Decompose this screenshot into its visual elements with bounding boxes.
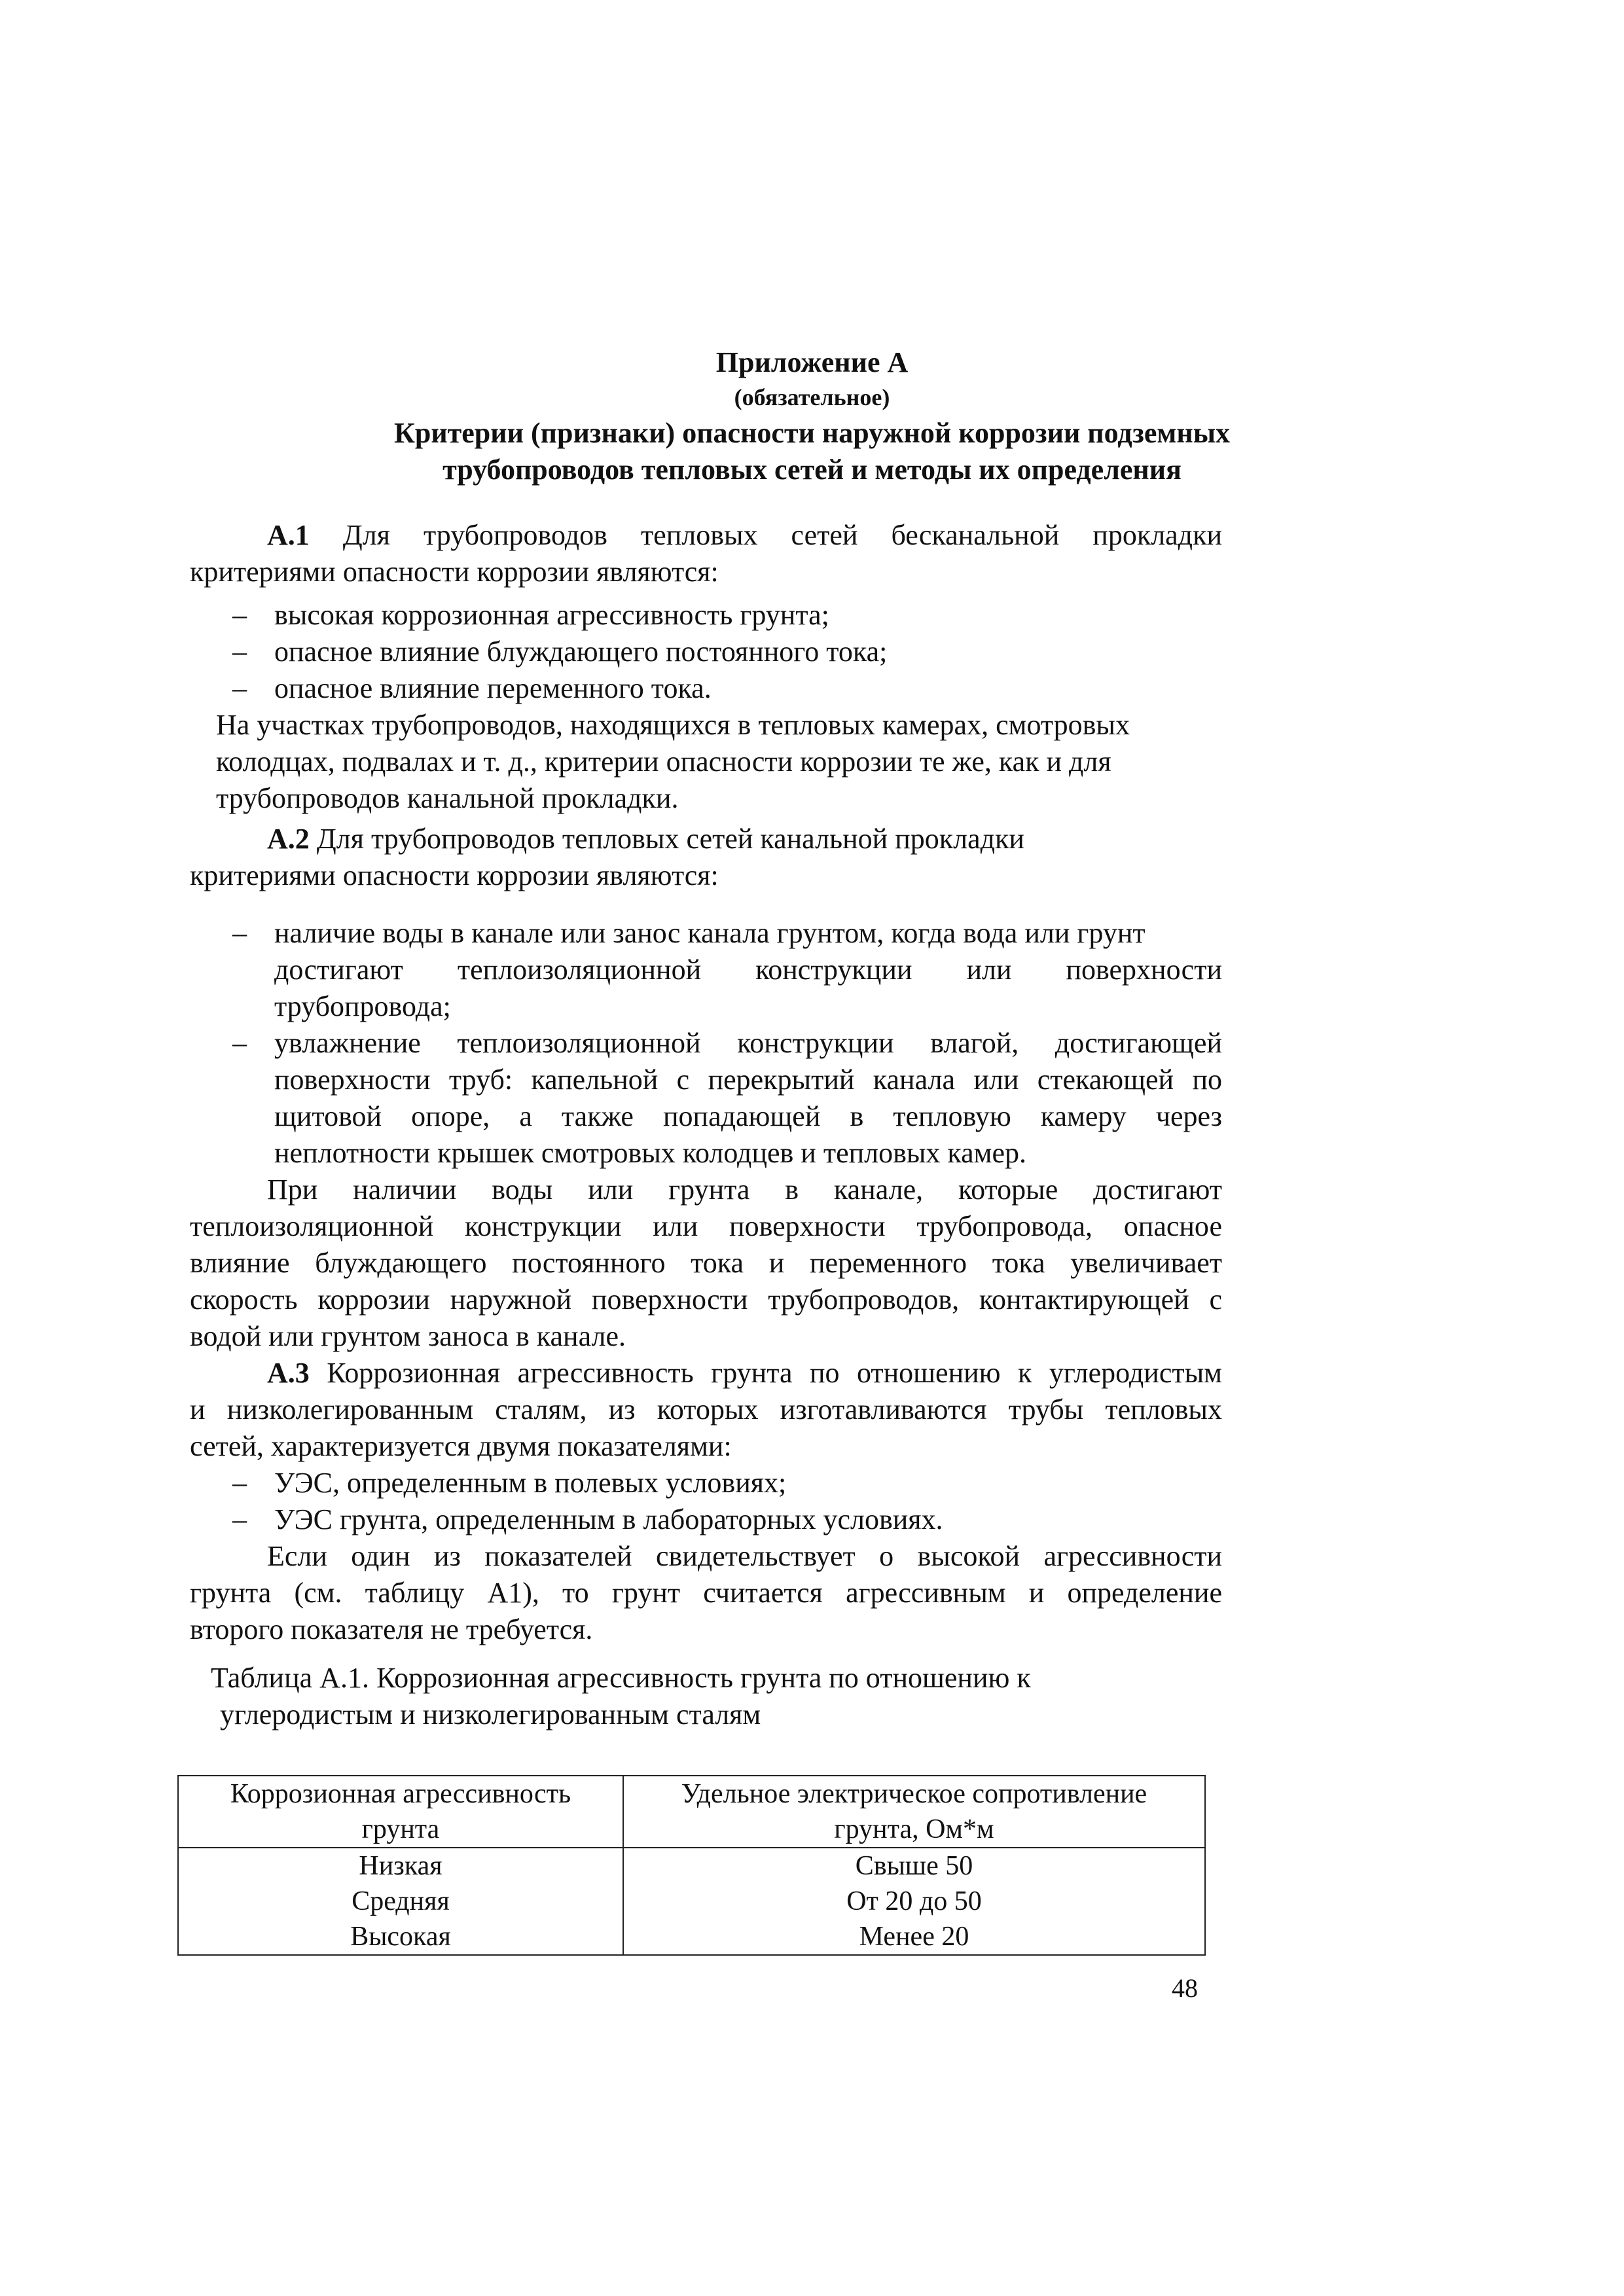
table-header-row [178,1776,1205,1848]
table-header-aggressiveness: Коррозионная агрессивность грунта [178,1776,623,1848]
table-cell: Низкая [178,1848,623,1884]
table-caption: Таблица А.1. Коррозионная агрессивность грунта по отношению к углеродистым и низколегированным сталям [211,1662,1031,1731]
a3-paragraph: А.3 Коррозионная агрессивность грунта по отношению к углеродистым и низколегированным сталям, из которых изготавливаются трубы тепловых сетей, характеризуется двумя показателями: [190,1357,1222,1462]
a3-note: Если один из показателей свидетельствует о высокой агрессивности грунта (см. таблицу А1), то грунт считается агрессивным и определение второго показателя не требуется. [190,1540,1222,1645]
a3-item-1: – УЭС, определенным в полевых условиях; [232,1465,1214,1501]
list-dash: – [232,1467,247,1499]
a2-item-2: – увлажнение теплоизоляционной конструкции влагой, достигающей поверхности труб: капельной с перекрытий канала или стекающей по щитовой опоре, а также попадающей в тепловую камеру через неплотности крышек смотровых колодцев и тепловых камер. [232,1025,1222,1172]
page-number: 48 [1172,1973,1198,2003]
a1-item-2: – опасное влияние блуждающего постоянного тока; [232,634,1214,670]
table-cell: Высокая [178,1919,623,1955]
a1-intro-line-1: А.1 Для трубопроводов тепловых сетей бесканальной прокладки [267,519,1222,551]
a1-number: А.1 [267,519,310,551]
a2-paragraph: При наличии воды или грунта в канале, которые достигают теплоизоляционной конструкции или поверхности трубопровода, опасное влияние блуждающего постоянного тока и переменного тока увеличивает скорость коррозии наружной поверхности трубопроводов, контактирующей с водой или грунтом заноса в канале. [190,1174,1222,1352]
list-dash: – [232,1027,247,1059]
appendix-title-line-1: Критерии (признаки) опасности наружной коррозии подземных [393,417,1231,449]
a2-item-1: – наличие воды в канале или занос канала грунтом, когда вода или грунт достигают теплоизоляционной конструкции или поверхности трубопровода; [232,915,1222,1025]
list-dash: – [232,599,247,631]
list-dash: – [232,672,247,704]
list-dash: – [232,1503,247,1535]
appendix-title-line-2: трубопроводов тепловых сетей и методы их определения [442,454,1182,486]
a2-intro-line-2: критериями опасности коррозии являются: [190,859,719,891]
a1-note: На участках трубопроводов, находящихся в тепловых камерах, смотровых колодцах, подвалах и т. д., критерии опасности коррозии те же, как и для трубопроводов канальной прокладки. [216,709,1130,814]
list-dash: – [232,917,247,949]
a1-item-1: – высокая коррозионная агрессивность грунта; [232,597,1214,634]
a3-item-2: – УЭС грунта, определенным в лабораторных условиях. [232,1501,1214,1538]
list-dash: – [232,636,247,668]
a1-intro-line-2: критериями опасности коррозии являются: [190,556,719,588]
table-cell: Менее 20 [623,1919,1205,1955]
a2-number: А.2 [267,823,310,855]
table-header-resistivity: Удельное электрическое сопротивление грунта, Ом*м [623,1776,1205,1848]
appendix-status: (обязательное) [734,384,890,410]
table-cell: Средняя [178,1884,623,1919]
table-row [178,1919,1205,1955]
a1-intro [190,517,1222,590]
table-row [178,1848,1205,1884]
a1-item-3: – опасное влияние переменного тока. [232,670,1214,707]
a2-intro [190,821,1222,894]
a2-intro-line-1: А.2 Для трубопроводов тепловых сетей канальной прокладки [267,823,1024,855]
table-cell: Свыше 50 [623,1848,1205,1884]
corrosion-table [177,1775,1206,1956]
table-cell: От 20 до 50 [623,1884,1205,1919]
table-row [178,1884,1205,1919]
appendix-label: Приложение А [715,346,909,378]
a3-number: А.3 [267,1357,310,1389]
